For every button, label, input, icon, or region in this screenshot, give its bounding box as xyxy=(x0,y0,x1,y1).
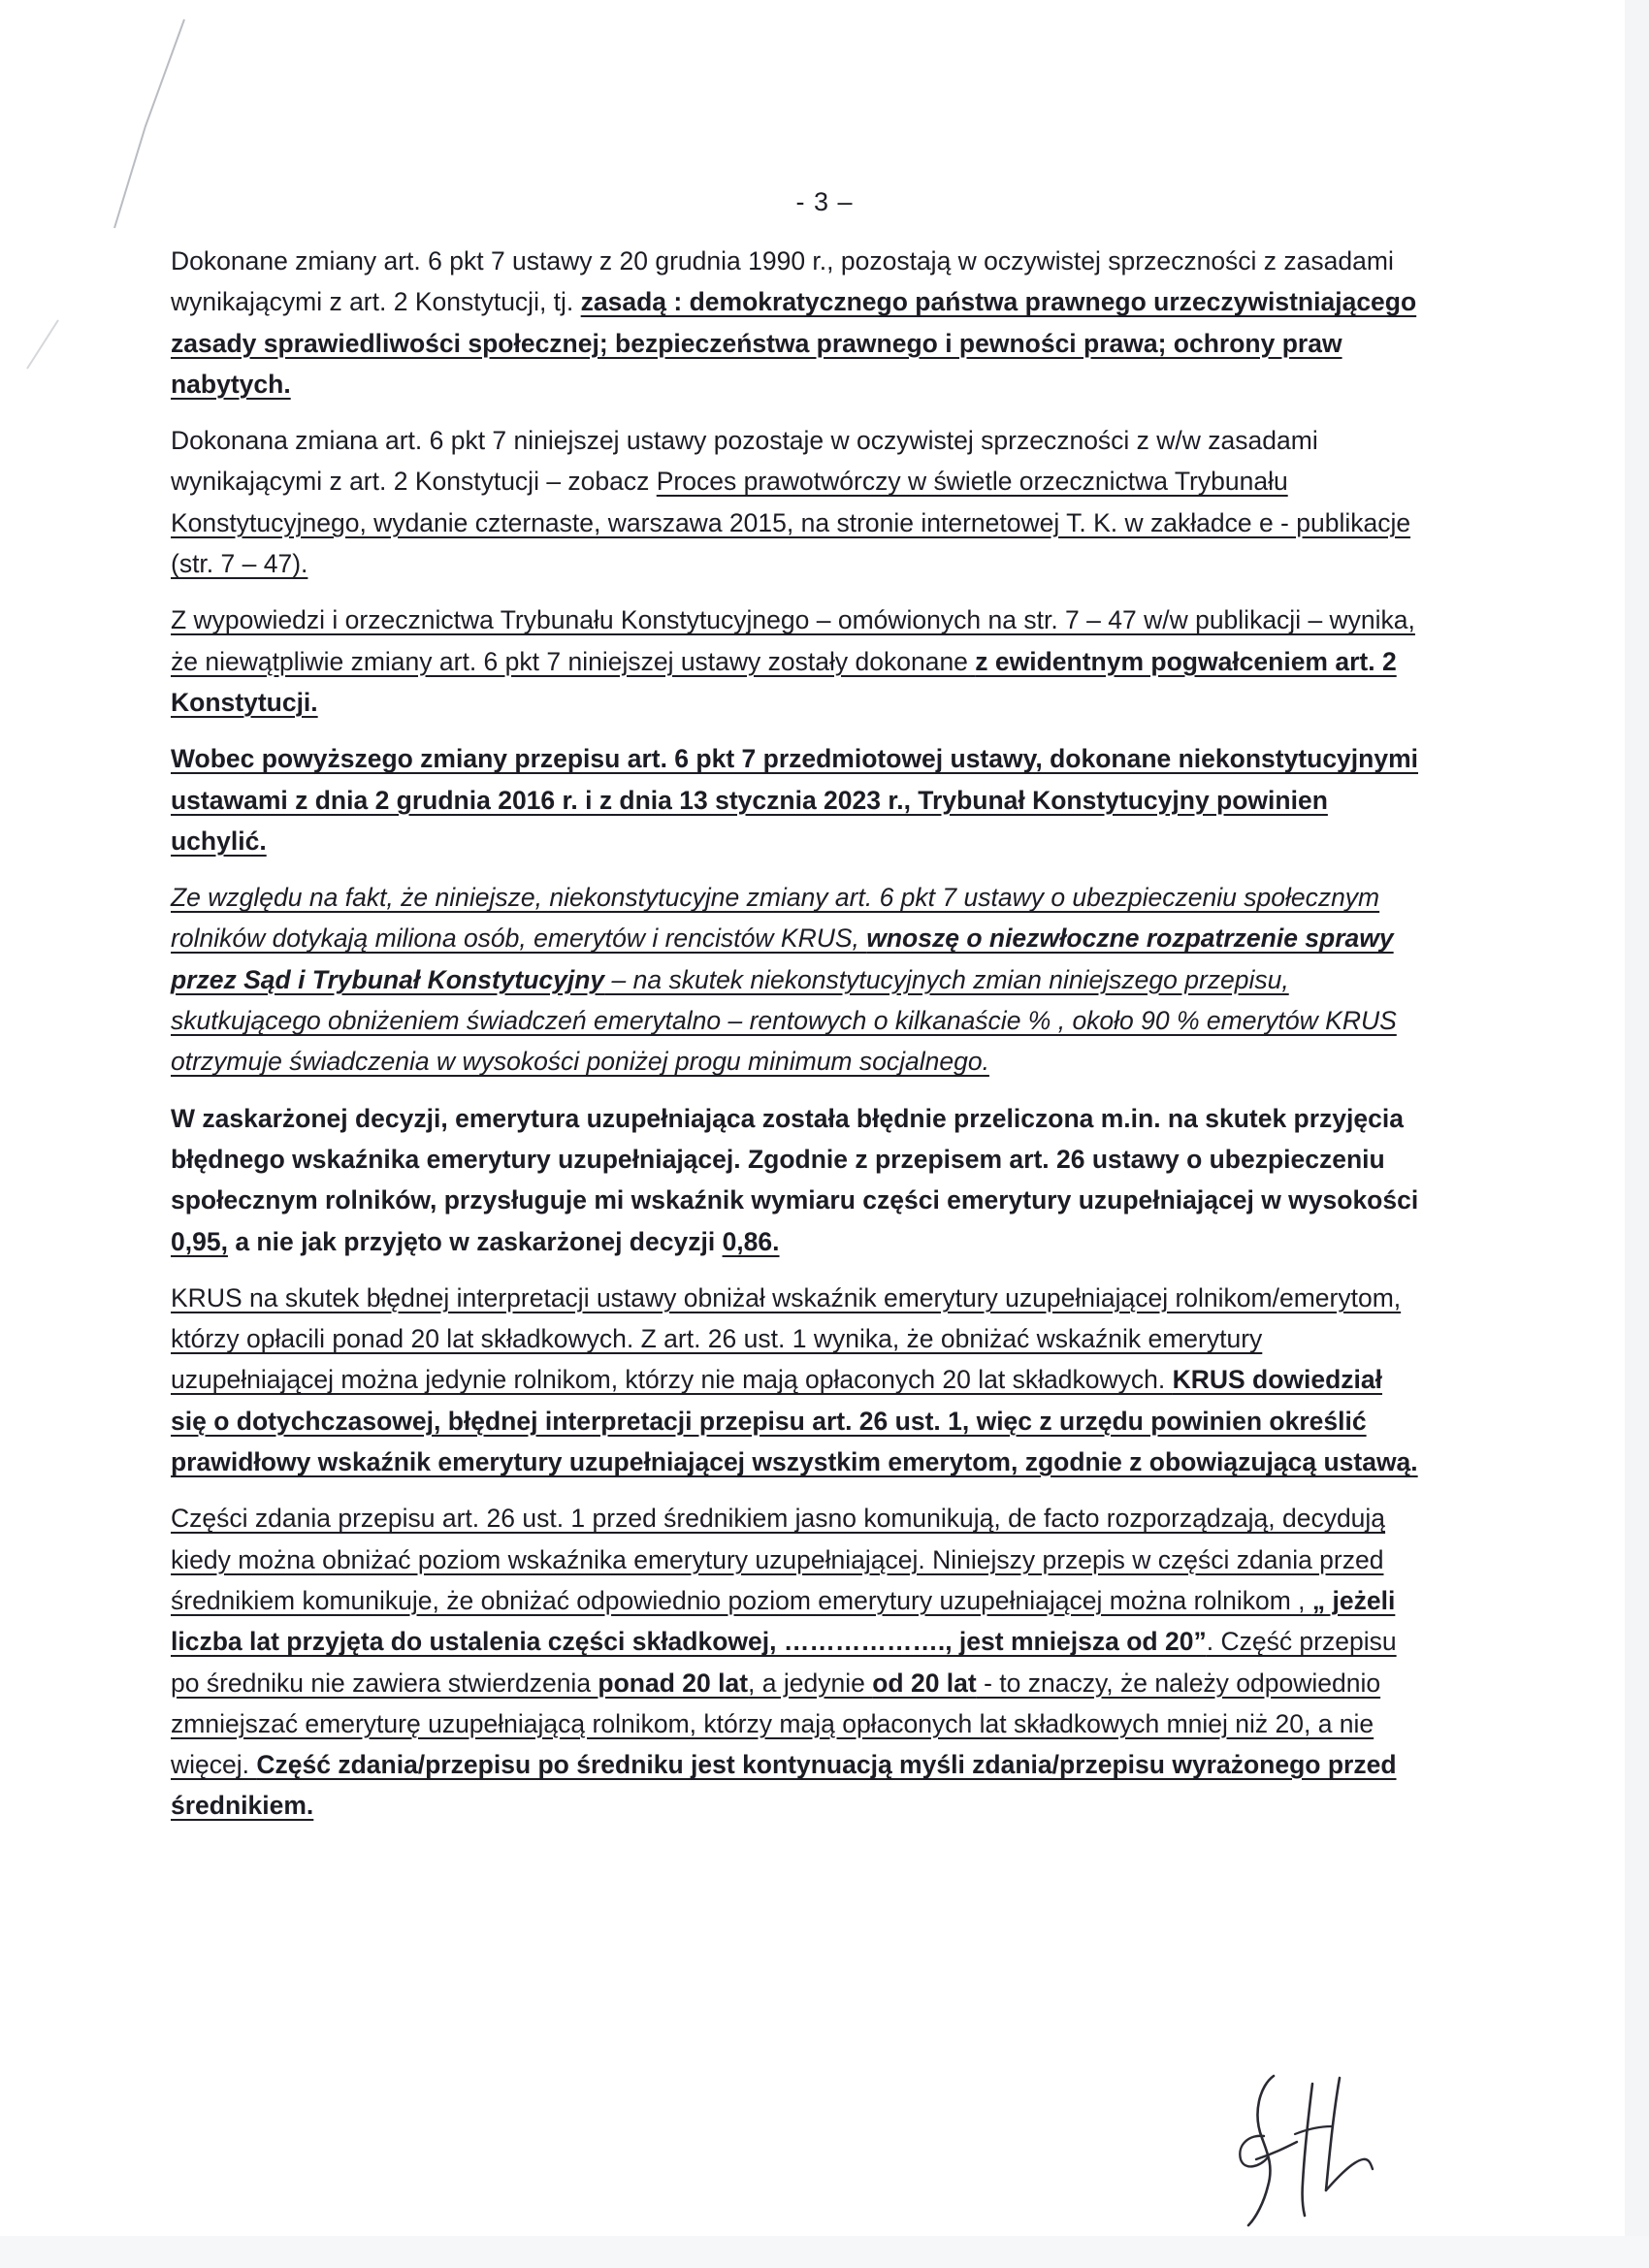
quoted-provision: „ jeżeli liczba lat przyjęta do ustalenia części składkowej, ………………., jest mniejsza od 20” xyxy=(171,1585,1396,1657)
paragraph-text: – na skutek niekonstytucyjnych zmian niniejszego przepisu, skutkującego obniżeniem świadczeń emerytalno – rentowych o kilkanaście % , około 90 % emerytów KRUS otrzymuje świadczenia w wysokości poniżej progu minimum socjalnego. xyxy=(171,964,1397,1077)
paragraph-constitution-principles xyxy=(171,241,1422,405)
paragraph-violation xyxy=(171,599,1422,723)
emphasis-over-20: ponad 20 lat xyxy=(598,1668,749,1698)
publication-reference: Proces prawotwórczy w świetle orzecznictwa Trybunału Konstytucyjnego, wydanie czternaste, warszawa 2015, na stronie internetowej T. K. w zakładce e - publikacje (str. 7 – 47). xyxy=(171,467,1411,579)
emphasis-from-20: od 20 lat xyxy=(872,1668,977,1698)
page-number: - 3 – xyxy=(795,187,854,216)
paragraph-text: W zaskarżonej decyzji, emerytura uzupełniająca została błędnie przeliczona m.in. na skutek przyjęcia błędnego wskaźnika emerytury uzupełniającej. Zgodnie z przepisem art. 26 ustawy o ubezpieczeniu społecznym rolników, przysługuje mi wskaźnik wymiaru części emerytury uzupełniającej w wysokości xyxy=(171,1103,1419,1215)
paragraph-text: , a jedynie xyxy=(748,1668,873,1698)
paragraph-text: Części zdania przepisu art. 26 ust. 1 przed średnikiem jasno komunikują, de facto rozporządzają, decydują kiedy można obniżać poziom wskaźnika emerytury uzupełniającej. Niniejszy przepis w części zdania przed średnikiem komunikuje, że obniżać odpowiednio poziom emerytury uzupełniającej można rolnikom , xyxy=(171,1504,1386,1615)
paragraph-text: Dokonana zmiana art. 6 pkt 7 niniejszej ustawy pozostaje w oczywistej sprzeczności z w/w zasadami wynikającymi z art. 2 Konstytucji – zobacz xyxy=(171,426,1318,497)
document-body xyxy=(171,241,1422,1842)
paragraph-text: Dokonane zmiany art. 6 pkt 7 ustawy z 20 grudnia 1990 r., pozostają w oczywistej sprzeczności z zasadami wynikającymi z art. 2 Konstytucji, tj. xyxy=(171,246,1394,317)
emphasis-krus: KRUS dowiedział się o dotychczasowej, błędnej interpretacji przepisu art. 26 ust. 1, więc z urzędu powinien określić prawidłowy wskaźnik emerytury uzupełniającej wszystkim emerytom, zgodnie z obowiązującą ustawą. xyxy=(171,1365,1418,1477)
paragraph-decision-error xyxy=(171,1098,1422,1262)
paragraph-conclusion xyxy=(171,738,1422,861)
emphasis-request: wnoszę o niezwłoczne rozpatrzenie sprawy przez Sąd i Trybunał Konstytucyjny xyxy=(171,923,1394,994)
paragraph-text: - to znaczy, że należy odpowiednio zmniejszać emeryturę uzupełniającą rolnikom, którzy mają opłaconych lat składkowych mniej niż 20, a nie więcej. xyxy=(171,1668,1381,1780)
paragraph-text: Z wypowiedzi i orzecznictwa Trybunału Konstytucyjnego – omówionych na str. 7 – 47 w/w publikacji – wynika, że niewątpliwie zmiany art. 6 pkt 7 niniejszej ustawy zostały dokonane xyxy=(171,605,1415,676)
paragraph-krus-interpretation xyxy=(171,1278,1422,1482)
paragraph-urgent-request xyxy=(171,877,1422,1082)
emphasis-principles: zasadą : demokratycznego państwa prawnego urzeczywistniającego zasady sprawiedliwości społecznej; bezpieczeństwa prawnego i pewności prawa; ochrony praw nabytych. xyxy=(171,287,1417,399)
correct-indicator-value: 0,95, xyxy=(171,1226,228,1256)
paragraph-tribunal-reference xyxy=(171,420,1422,584)
applied-indicator-value: 0,86. xyxy=(722,1226,780,1256)
paragraph-text: KRUS na skutek błędnej interpretacji ustawy obniżał wskaźnik emerytury uzupełniającej rolnikom/emerytom, którzy opłacili ponad 20 lat składkowych. Z art. 26 ust. 1 wynika, że obniżać wskaźnik emerytury uzupełniającej można jedynie rolnikom, którzy nie mają opłaconych 20 lat składkowych. xyxy=(171,1282,1402,1395)
handwritten-signature-icon xyxy=(1217,2066,1387,2236)
emphasis-violation: z ewidentnym pogwałceniem art. 2 Konstytucji. xyxy=(171,646,1397,717)
paragraph-text: a nie jak przyjęto w zaskarżonej decyzji xyxy=(227,1226,723,1256)
paragraph-article-26-analysis xyxy=(171,1498,1422,1826)
paragraph-text: Ze względu na fakt, że niniejsze, niekonstytucyjne zmiany art. 6 pkt 7 ustawy o ubezpieczeniu społecznym rolników dotykają miliona osób, emerytów i rencistów KRUS, xyxy=(171,883,1380,954)
paragraph-text: Wobec powyższego zmiany przepisu art. 6 pkt 7 przedmiotowej ustawy, dokonane niekonstytucyjnymi ustawami z dnia 2 grudnia 2016 r. i z dnia 13 stycznia 2023 r., Trybunał Konstytucyjny powinien uchylić. xyxy=(171,744,1419,856)
emphasis-continuation: Część zdania/przepisu po średniku jest kontynuacją myśli zdania/przepisu wyrażonego przed średnikiem. xyxy=(171,1750,1397,1821)
paragraph-text: . Część przepisu po średniku nie zawiera stwierdzenia xyxy=(171,1627,1397,1698)
